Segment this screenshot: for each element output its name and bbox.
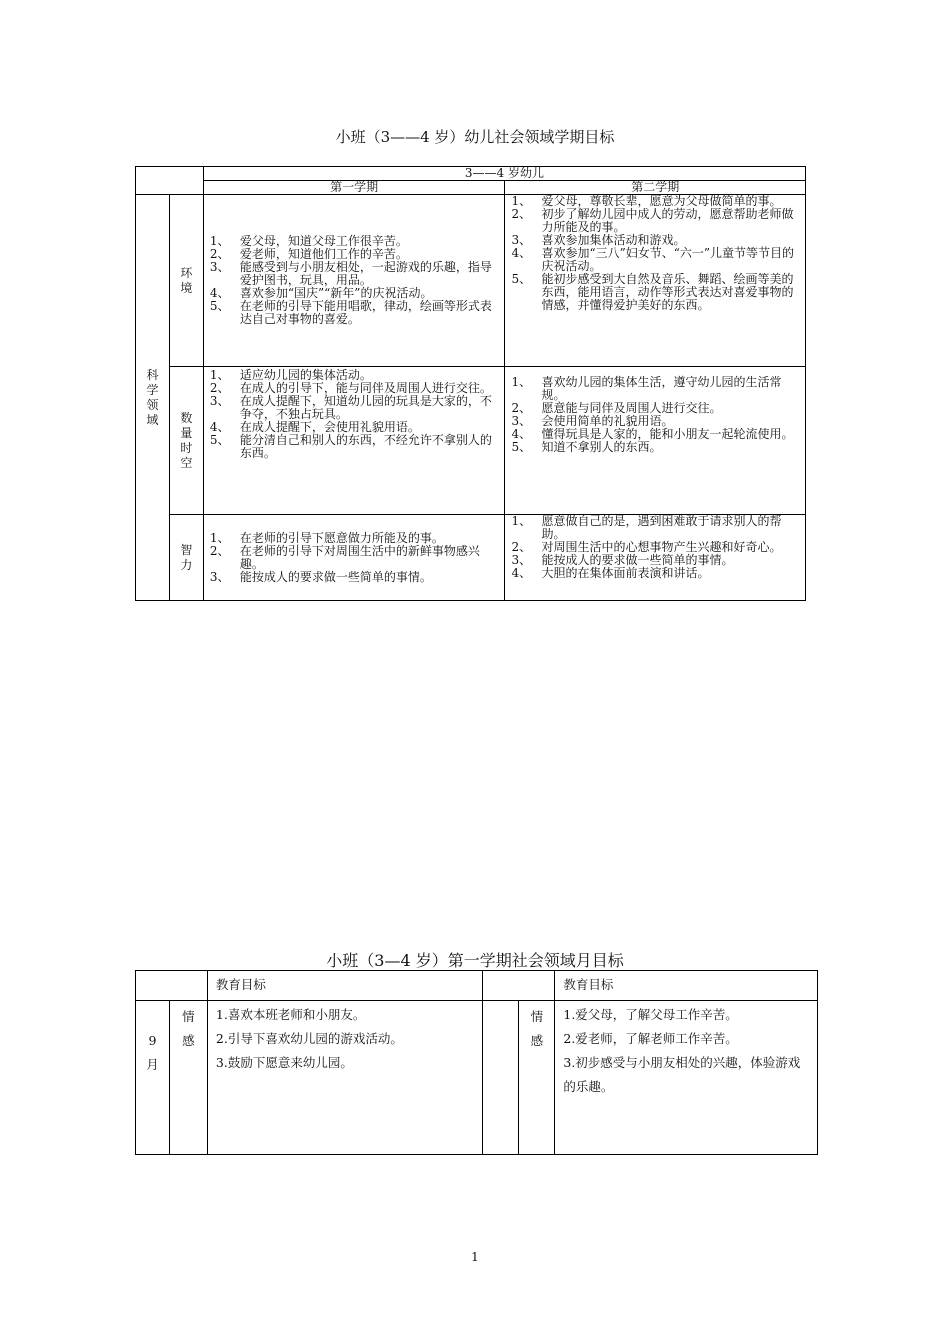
item-text: 愿意做自己的是，遇到困难敢于请求别人的帮助。 <box>541 514 782 541</box>
item-number: 4、 <box>511 427 532 441</box>
month-label: 9月 <box>136 1001 170 1155</box>
item-text: 在成人提醒下，会使用礼貌用语。 <box>239 420 420 434</box>
item-text: 在成人提醒下，知道幼儿园的玩具是大家的，不争夺，不独占玩具。 <box>239 394 492 421</box>
age-header: 3——4 岁幼儿 <box>203 167 805 181</box>
row-label-intelligence: 智力 <box>169 515 203 601</box>
item-number: 3、 <box>511 553 532 567</box>
goals-right <box>555 1001 818 1155</box>
row-label-environment: 环境 <box>169 195 203 367</box>
item-number: 3、 <box>511 233 532 247</box>
item-number: 4、 <box>209 420 230 434</box>
goal-header-left: 教育目标 <box>207 971 483 1001</box>
page-title-monthly: 小班（3—4 岁）第一学期社会领域月目标 <box>326 951 624 970</box>
item-number: 3、 <box>511 414 532 428</box>
item-text: 对周围生活中的心想事物产生兴趣和好奇心。 <box>541 540 782 554</box>
item-number: 3、 <box>209 569 230 584</box>
goal-item <box>210 571 501 584</box>
item-text: 在老师的引导下能用唱歌，律动，绘画等形式表达自己对事物的喜爱。 <box>239 299 492 326</box>
item-text: 能按成人的要求做一些简单的事情。 <box>541 553 734 567</box>
category-left: 情感 <box>169 1001 207 1155</box>
item-text: 爱父母，知道父母工作很辛苦。 <box>239 234 408 248</box>
row1-term2 <box>505 367 806 515</box>
item-text: 在成人的引导下，能与同伴及周围人进行交往。 <box>239 381 492 395</box>
goal-item <box>210 395 501 421</box>
item-text: 愿意能与同伴及周围人进行交往。 <box>541 401 722 415</box>
page-title: 小班（3——4 岁）幼儿社会领域学期目标 <box>335 128 615 146</box>
goal-item <box>210 434 501 460</box>
goal-item <box>210 261 501 287</box>
term-goals-table <box>135 166 806 601</box>
item-text: 在老师的引导下愿意做力所能及的事。 <box>239 530 444 545</box>
item-number: 3、 <box>209 394 230 408</box>
goal-item <box>511 515 801 541</box>
item-text: 在老师的引导下对周围生活中的新鲜事物感兴趣。 <box>239 543 480 571</box>
item-number: 3、 <box>209 260 230 274</box>
item-number: 1、 <box>511 514 532 528</box>
monthly-goal-item: 2.爱老师，了解老师工作辛苦。 <box>563 1031 738 1046</box>
item-number: 2、 <box>511 540 532 554</box>
term2-header: 第二学期 <box>505 181 806 195</box>
goal-item <box>511 376 801 402</box>
item-number: 2、 <box>209 247 230 261</box>
page-number: 1 <box>471 1250 479 1264</box>
item-text: 喜欢参加集体活动和游戏。 <box>541 233 686 247</box>
item-number: 2、 <box>511 207 532 221</box>
corner-cell <box>136 167 204 195</box>
goal-item <box>210 300 501 326</box>
item-text: 适应幼儿园的集体活动。 <box>239 368 372 382</box>
goal-item <box>511 441 801 454</box>
domain-label: 科学领域 <box>136 195 170 601</box>
blank-cell <box>483 1001 519 1155</box>
item-number: 1、 <box>209 368 230 382</box>
goal-item <box>511 273 801 312</box>
item-text: 能感受到与小朋友相处，一起游戏的乐趣，指导爱护图书，玩具，用品。 <box>239 260 492 287</box>
monthly-goal-item: 3.初步感受与小朋友相处的兴趣，体验游戏的乐趣。 <box>563 1055 801 1094</box>
item-text: 喜欢参加“国庆”“新年”的庆祝活动。 <box>239 286 433 300</box>
goal-header-right: 教育目标 <box>555 971 818 1001</box>
monthly-goal-item: 3.鼓励下愿意来幼儿园。 <box>215 1055 353 1070</box>
row-label-quantity-time-space: 数量时空 <box>169 367 203 515</box>
row2-term2 <box>505 515 806 601</box>
item-number: 5、 <box>209 433 230 447</box>
item-text: 能按成人的要求做一些简单的事情。 <box>239 569 432 584</box>
goal-item <box>210 545 501 571</box>
item-number: 5、 <box>209 299 230 313</box>
item-text: 爱父母，尊敬长辈，愿意为父母做简单的事。 <box>541 194 782 208</box>
item-number: 2、 <box>209 381 230 395</box>
item-text: 能初步感受到大自然及音乐、舞蹈、绘画等美的东西，能用语言，动作等形式表达对喜爱事物的情感，并懂得爱护美好的东西。 <box>541 272 794 312</box>
goal-item <box>511 208 801 234</box>
item-number: 1、 <box>511 375 532 389</box>
row1-term1 <box>203 367 505 515</box>
row2-term1 <box>203 515 505 601</box>
item-text: 喜欢参加“三八”妇女节、“六一”儿童节等节目的庆祝活动。 <box>541 246 794 273</box>
item-text: 喜欢幼儿园的集体生活，遵守幼儿园的生活常规。 <box>541 375 782 402</box>
goal-item <box>511 247 801 273</box>
item-number: 2、 <box>209 543 230 558</box>
goal-item <box>511 567 801 580</box>
monthly-goal-item: 1.喜欢本班老师和小朋友。 <box>215 1007 366 1022</box>
goal-item <box>210 532 501 545</box>
row0-term2 <box>505 195 806 367</box>
item-text: 懂得玩具是人家的，能和小朋友一起轮流使用。 <box>541 427 794 441</box>
item-text: 能分清自己和别人的东西，不经允许不拿别人的东西。 <box>239 433 492 460</box>
item-number: 5、 <box>511 440 532 454</box>
term1-header: 第一学期 <box>203 181 505 195</box>
item-number: 4、 <box>209 286 230 300</box>
item-text: 大胆的在集体面前表演和讲话。 <box>541 566 710 580</box>
item-text: 会使用简单的礼貌用语。 <box>541 414 674 428</box>
item-number: 4、 <box>511 246 532 260</box>
item-text: 初步了解幼儿园中成人的劳动，愿意帮助老师做力所能及的事。 <box>541 207 794 234</box>
monthly-goal-item: 2.引导下喜欢幼儿园的游戏活动。 <box>215 1031 403 1046</box>
monthly-goals-table <box>135 970 818 1155</box>
item-number: 1、 <box>209 530 230 545</box>
category-right: 情感 <box>519 1001 555 1155</box>
item-text: 爱老师，知道他们工作的辛苦。 <box>239 247 408 261</box>
item-number: 5、 <box>511 272 532 286</box>
row0-term1 <box>203 195 505 367</box>
corner-cell-right <box>483 971 555 1001</box>
item-number: 2、 <box>511 401 532 415</box>
item-text: 知道不拿别人的东西。 <box>541 440 662 454</box>
item-number: 1、 <box>511 194 532 208</box>
item-number: 4、 <box>511 566 532 580</box>
goals-left <box>207 1001 483 1155</box>
item-number: 1、 <box>209 234 230 248</box>
monthly-goal-item: 1.爱父母，了解父母工作辛苦。 <box>563 1007 738 1022</box>
corner-cell-left <box>136 971 208 1001</box>
